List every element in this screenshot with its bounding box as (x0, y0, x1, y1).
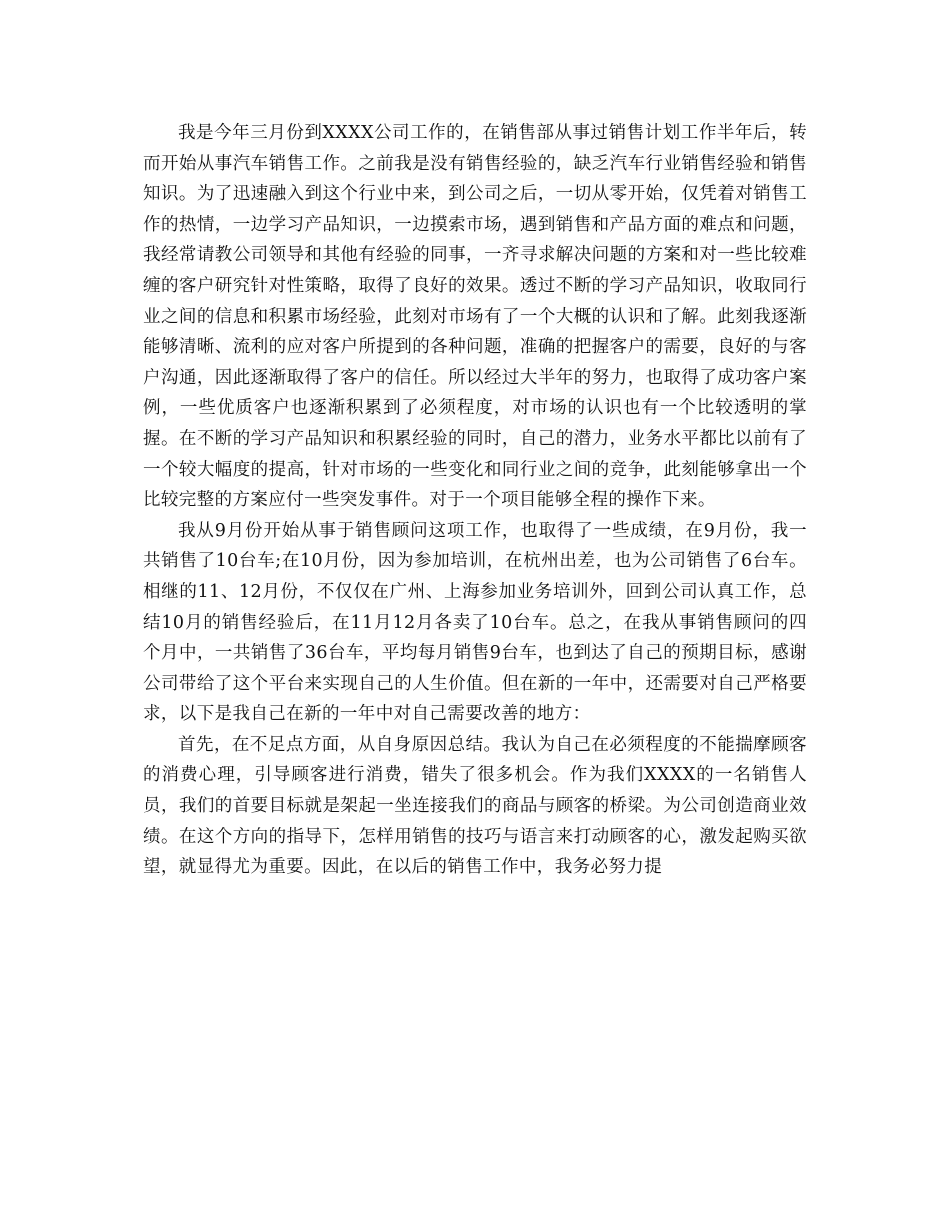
document-body (143, 118, 807, 883)
paragraph-sales-results: 我从9月份开始从事于销售顾问这项工作，也取得了一些成绩，在9月份，我一共销售了10台车;在10月份，因为参加培训，在杭州出差，也为公司销售了6台车。相继的11、12月份，不仅仅在广州、上海参加业务培训外，回到公司认真工作，总结10月的销售经验后，在11月12月各卖了10台车。总之，在我从事销售顾问的四个月中，一共销售了36台车，平均每月销售9台车，也到达了自己的预期目标，感谢公司带给了这个平台来实现自己的人生价值。但在新的一年中，还需要对自己严格要求，以下是我自己在新的一年中对自己需要改善的地方： (143, 520, 807, 725)
paragraph-shortcomings: 首先，在不足点方面，从自身原因总结。我认为自己在必须程度的不能揣摩顾客的消费心理，引导顾客进行消费，错失了很多机会。作为我们XXXX的一名销售人员，我们的首要目标就是架起一坐连接我们的商品与顾客的桥梁。为公司创造商业效绩。在这个方向的指导下，怎样用销售的技巧与语言来打动顾客的心，激发起购买欲望，就显得尤为重要。因此，在以后的销售工作中，我务必努力提 (143, 734, 807, 878)
paragraph-work-history: 我是今年三月份到XXXX公司工作的，在销售部从事过销售计划工作半年后，转而开始从事汽车销售工作。之前我是没有销售经验的，缺乏汽车行业销售经验和销售知识。为了迅速融入到这个行业中来，到公司之后，一切从零开始，仅凭着对销售工作的热情，一边学习产品知识，一边摸索市场，遇到销售和产品方面的难点和问题，我经常请教公司领导和其他有经验的同事，一齐寻求解决问题的方案和对一些比较难缠的客户研究针对性策略，取得了良好的效果。透过不断的学习产品知识，收取同行业之间的信息和积累市场经验，此刻对市场有了一个大概的认识和了解。此刻我逐渐能够清晰、流利的应对客户所提到的各种问题，准确的把握客户的需要，良好的与客户沟通，因此逐渐取得了客户的信任。所以经过大半年的努力，也取得了成功客户案例，一些优质客户也逐渐积累到了必须程度，对市场的认识也有一个比较透明的掌握。在不断的学习产品知识和积累经验的同时，自己的潜力，业务水平都比以前有了一个较大幅度的提高，针对市场的一些变化和同行业之间的竞争，此刻能够拿出一个比较完整的方案应付一些突发事件。对于一个项目能够全程的操作下来。 (143, 123, 807, 511)
